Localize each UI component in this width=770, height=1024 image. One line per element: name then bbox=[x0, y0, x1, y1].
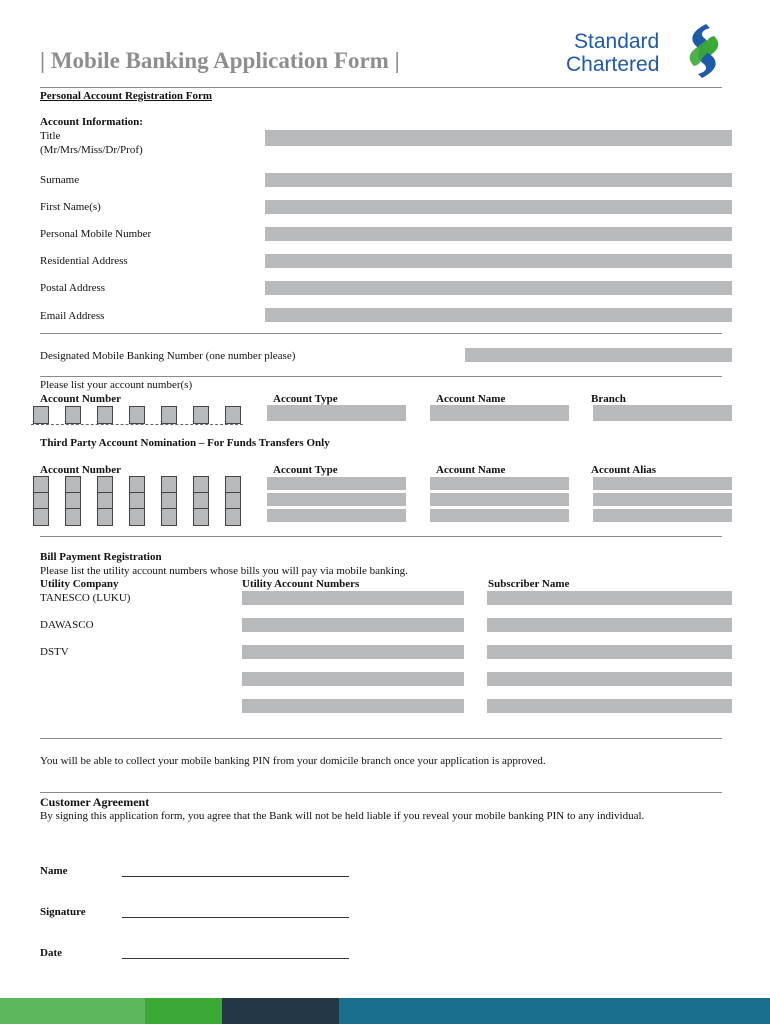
subscriber-name-input[interactable] bbox=[487, 591, 732, 605]
branch-input[interactable] bbox=[593, 405, 732, 421]
digit-box[interactable] bbox=[65, 406, 81, 424]
tp-account-name-input[interactable] bbox=[430, 493, 569, 506]
divider bbox=[40, 738, 722, 739]
digit-box[interactable] bbox=[33, 508, 49, 526]
residential-address-input[interactable] bbox=[265, 254, 732, 268]
name-signature-line[interactable] bbox=[122, 876, 349, 877]
tp-account-number-boxes[interactable] bbox=[31, 508, 243, 527]
col-account-name: Account Name bbox=[436, 393, 506, 405]
mobile-number-input[interactable] bbox=[265, 227, 732, 241]
divider bbox=[40, 333, 722, 334]
footer-bar-segment bbox=[0, 998, 145, 1024]
footer-bar-segment bbox=[145, 998, 222, 1024]
subscriber-name-input[interactable] bbox=[487, 645, 732, 659]
footer-bar-segment bbox=[339, 998, 770, 1024]
tp-col-account-type: Account Type bbox=[273, 464, 338, 476]
title-input[interactable] bbox=[265, 130, 732, 146]
header-divider bbox=[40, 87, 722, 88]
col-utility-company: Utility Company bbox=[40, 578, 119, 590]
col-account-type: Account Type bbox=[273, 393, 338, 405]
standard-chartered-logo-icon bbox=[684, 22, 724, 80]
residential-address-label: Residential Address bbox=[40, 255, 128, 267]
account-name-input[interactable] bbox=[430, 405, 569, 421]
digit-box[interactable] bbox=[97, 508, 113, 526]
tp-account-type-input[interactable] bbox=[267, 477, 406, 490]
bill-payment-intro: Please list the utility account numbers whose bills you will pay via mobile banking. bbox=[40, 565, 408, 577]
col-branch: Branch bbox=[591, 393, 626, 405]
digit-box[interactable] bbox=[193, 406, 209, 424]
digit-box[interactable] bbox=[225, 508, 241, 526]
digit-box[interactable] bbox=[129, 508, 145, 526]
digit-box[interactable] bbox=[97, 406, 113, 424]
title-label: Title bbox=[40, 130, 61, 142]
subscriber-name-input[interactable] bbox=[487, 699, 732, 713]
surname-input[interactable] bbox=[265, 173, 732, 187]
first-names-input[interactable] bbox=[265, 200, 732, 214]
customer-agreement-text: By signing this application form, you agree that the Bank will not be held liable if you reveal your mobile banking PIN to any individual. bbox=[40, 810, 645, 822]
digit-box[interactable] bbox=[161, 406, 177, 424]
brand-name-line1: Standard bbox=[574, 30, 660, 53]
designated-number-input[interactable] bbox=[465, 348, 732, 362]
divider bbox=[40, 536, 722, 537]
tp-account-type-input[interactable] bbox=[267, 493, 406, 506]
tp-col-account-name: Account Name bbox=[436, 464, 506, 476]
digit-box[interactable] bbox=[193, 508, 209, 526]
digit-box[interactable] bbox=[225, 406, 241, 424]
designated-number-label: Designated Mobile Banking Number (one number please) bbox=[40, 350, 296, 362]
bill-payment-heading: Bill Payment Registration bbox=[40, 551, 162, 563]
email-address-input[interactable] bbox=[265, 308, 732, 322]
utility-company-label: DAWASCO bbox=[40, 619, 94, 631]
utility-account-input[interactable] bbox=[242, 618, 464, 632]
col-utility-account-numbers: Utility Account Numbers bbox=[242, 578, 360, 590]
digit-box[interactable] bbox=[161, 508, 177, 526]
tp-account-name-input[interactable] bbox=[430, 509, 569, 522]
accounts-intro: Please list your account number(s) bbox=[40, 379, 193, 391]
digit-box[interactable] bbox=[33, 406, 49, 424]
tp-account-name-input[interactable] bbox=[430, 477, 569, 490]
email-address-label: Email Address bbox=[40, 310, 105, 322]
surname-label: Surname bbox=[40, 174, 80, 186]
tp-col-account-alias: Account Alias bbox=[591, 464, 657, 476]
tp-account-alias-input[interactable] bbox=[593, 509, 732, 522]
divider bbox=[40, 792, 722, 793]
utility-company-label: TANESCO (LUKU) bbox=[40, 592, 131, 604]
pin-collection-note: You will be able to collect your mobile banking PIN from your domicile branch once your application is approved. bbox=[40, 755, 546, 767]
utility-account-input[interactable] bbox=[242, 591, 464, 605]
col-subscriber-name: Subscriber Name bbox=[488, 578, 570, 590]
account-number-boxes[interactable] bbox=[31, 405, 243, 425]
name-label: Name bbox=[40, 865, 68, 877]
tp-account-alias-input[interactable] bbox=[593, 493, 732, 506]
first-names-label: First Name(s) bbox=[40, 201, 101, 213]
date-line[interactable] bbox=[122, 958, 349, 959]
date-label: Date bbox=[40, 947, 62, 959]
customer-agreement-heading: Customer Agreement bbox=[40, 795, 150, 809]
title-options-label: (Mr/Mrs/Miss/Dr/Prof) bbox=[40, 144, 143, 156]
subscriber-name-input[interactable] bbox=[487, 618, 732, 632]
brand-name-line2: Chartered bbox=[566, 53, 660, 76]
divider bbox=[40, 376, 722, 377]
postal-address-label: Postal Address bbox=[40, 282, 106, 294]
mobile-number-label: Personal Mobile Number bbox=[40, 228, 152, 240]
utility-company-label: DSTV bbox=[40, 646, 69, 658]
footer-bar-segment bbox=[222, 998, 339, 1024]
utility-account-input[interactable] bbox=[242, 645, 464, 659]
account-info-heading: Account Information: bbox=[40, 116, 143, 128]
utility-account-input[interactable] bbox=[242, 699, 464, 713]
col-account-number: Account Number bbox=[40, 393, 121, 405]
tp-account-alias-input[interactable] bbox=[593, 477, 732, 490]
signature-line[interactable] bbox=[122, 917, 349, 918]
digit-box[interactable] bbox=[129, 406, 145, 424]
digit-box[interactable] bbox=[65, 508, 81, 526]
tp-account-type-input[interactable] bbox=[267, 509, 406, 522]
signature-label: Signature bbox=[40, 906, 86, 918]
utility-account-input[interactable] bbox=[242, 672, 464, 686]
third-party-heading: Third Party Account Nomination – For Funds Transfers Only bbox=[40, 437, 330, 449]
section-title-personal: Personal Account Registration Form bbox=[40, 90, 212, 102]
account-type-input[interactable] bbox=[267, 405, 406, 421]
tp-col-account-number: Account Number bbox=[40, 464, 121, 476]
subscriber-name-input[interactable] bbox=[487, 672, 732, 686]
form-title: | Mobile Banking Application Form | bbox=[40, 48, 400, 73]
postal-address-input[interactable] bbox=[265, 281, 732, 295]
